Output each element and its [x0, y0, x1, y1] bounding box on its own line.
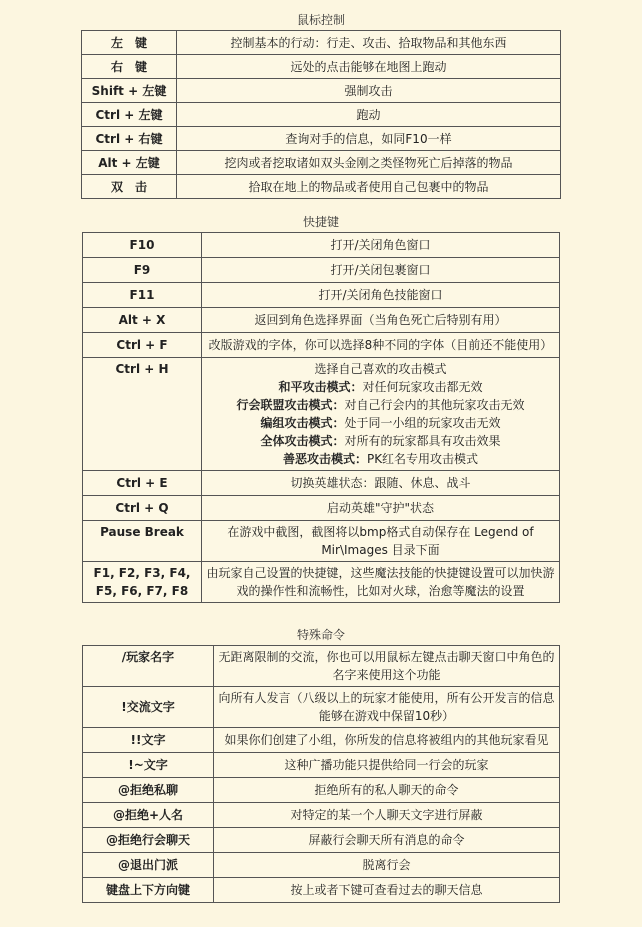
table-row — [82, 103, 561, 127]
table-row — [82, 151, 561, 175]
table-row — [83, 803, 560, 828]
table-row — [83, 562, 560, 603]
table-row — [83, 233, 560, 258]
attack-mode-name: 行会联盟攻击模式： — [236, 398, 345, 412]
special-commands-section-title: 特殊命令 — [296, 628, 345, 642]
table-row — [82, 79, 561, 103]
key-cell: @拒绝+人名 — [83, 803, 214, 828]
desc-cell: 打开/关闭包裹窗口 — [202, 258, 560, 283]
key-cell: F9 — [83, 258, 202, 283]
key-cell: Ctrl + E — [83, 471, 202, 496]
key-cell: F10 — [83, 233, 202, 258]
key-cell: !交流文字 — [83, 687, 214, 728]
desc-cell: 脱离行会 — [214, 853, 560, 878]
table-row — [83, 753, 560, 778]
attack-mode-text: 对自己行会内的其他玩家攻击无效 — [344, 398, 525, 412]
table-row — [83, 333, 560, 358]
key-cell: Ctrl + H — [83, 358, 202, 471]
table-row — [83, 853, 560, 878]
desc-cell: 返回到角色选择界面（当角色死亡后特别有用） — [202, 308, 560, 333]
desc-cell: 按上或者下键可查看过去的聊天信息 — [214, 878, 560, 903]
attack-mode-text: PK红名专用攻击模式 — [366, 452, 479, 466]
key-cell: !~文字 — [83, 753, 214, 778]
attack-mode-text: 对所有的玩家都具有攻击效果 — [344, 434, 501, 448]
attack-mode-name: 全体攻击模式： — [260, 434, 345, 448]
desc-cell: 屏蔽行会聊天所有消息的命令 — [214, 828, 560, 853]
table-row — [82, 127, 561, 151]
key-cell: @拒绝私聊 — [83, 778, 214, 803]
desc-cell: 挖肉或者挖取诸如双头金刚之类怪物死亡后掉落的物品 — [177, 151, 561, 175]
desc-cell: 如果你们创建了小组，你所发的信息将被组内的其他玩家看见 — [214, 728, 560, 753]
hotkeys-section-title: 快捷键 — [302, 215, 339, 229]
desc-cell: 这种广播功能只提供给同一行会的玩家 — [214, 753, 560, 778]
desc-cell: 跑动 — [177, 103, 561, 127]
desc-cell: 切换英雄状态：跟随、休息、战斗 — [202, 471, 560, 496]
attack-mode-line — [206, 414, 555, 432]
desc-cell: 启动英雄"守护"状态 — [202, 496, 560, 521]
desc-cell: 强制攻击 — [177, 79, 561, 103]
key-cell: Ctrl + 左键 — [82, 103, 177, 127]
key-cell: @退出门派 — [83, 853, 214, 878]
table-row — [83, 828, 560, 853]
table-row — [83, 778, 560, 803]
table-row — [83, 283, 560, 308]
key-cell: Alt + X — [83, 308, 202, 333]
key-cell: 键盘上下方向键 — [83, 878, 214, 903]
desc-cell: 改版游戏的字体，你可以选择8种不同的字体（目前还不能使用） — [202, 333, 560, 358]
key-cell: F11 — [83, 283, 202, 308]
desc-cell: 拒绝所有的私人聊天的命令 — [214, 778, 560, 803]
key-cell: Ctrl + F — [83, 333, 202, 358]
desc-cell: 由玩家自己设置的快捷键，这些魔法技能的快捷键设置可以加快游戏的操作性和流畅性，比如对火球，治愈等魔法的设置 — [202, 562, 560, 603]
table-row — [83, 878, 560, 903]
table-row — [83, 521, 560, 562]
hotkeys-table — [82, 232, 560, 603]
desc-cell: 打开/关闭角色技能窗口 — [202, 283, 560, 308]
key-cell: 右 键 — [82, 55, 177, 79]
attack-mode-line — [206, 450, 555, 468]
mouse-section-title: 鼠标控制 — [296, 13, 345, 27]
key-cell: Shift + 左键 — [82, 79, 177, 103]
key-cell: Ctrl + 右键 — [82, 127, 177, 151]
table-row — [82, 175, 561, 199]
key-cell: Pause Break — [83, 521, 202, 562]
desc-cell: 打开/关闭角色窗口 — [202, 233, 560, 258]
attack-mode-text: 对任何玩家攻击都无效 — [362, 380, 483, 394]
key-cell: F1, F2, F3, F4, F5, F6, F7, F8 — [83, 562, 202, 603]
special-commands-table — [82, 645, 560, 903]
table-row — [83, 496, 560, 521]
table-row — [83, 308, 560, 333]
key-cell: /玩家名字 — [83, 646, 214, 687]
desc-cell — [202, 358, 560, 471]
table-row — [83, 358, 560, 471]
attack-mode-name: 善恶攻击模式： — [282, 452, 367, 466]
key-cell: !!文字 — [83, 728, 214, 753]
attack-mode-text: 处于同一小组的玩家攻击无效 — [344, 416, 501, 430]
mouse-controls-table — [81, 30, 561, 199]
key-cell: 双 击 — [82, 175, 177, 199]
key-cell: Ctrl + Q — [83, 496, 202, 521]
key-cell: Alt + 左键 — [82, 151, 177, 175]
desc-cell: 拾取在地上的物品或者使用自己包裹中的物品 — [177, 175, 561, 199]
attack-mode-intro: 选择自己喜欢的攻击模式 — [314, 362, 447, 376]
table-row — [83, 258, 560, 283]
key-cell: 左 键 — [82, 31, 177, 55]
table-row — [82, 31, 561, 55]
desc-cell: 查询对手的信息，如同F10一样 — [177, 127, 561, 151]
attack-mode-name: 和平攻击模式： — [278, 380, 363, 394]
desc-cell: 控制基本的行动：行走、攻击、拾取物品和其他东西 — [177, 31, 561, 55]
desc-cell: 对特定的某一个人聊天文字进行屏蔽 — [214, 803, 560, 828]
desc-cell: 远处的点击能够在地图上跑动 — [177, 55, 561, 79]
table-row — [82, 55, 561, 79]
desc-cell: 在游戏中截图，截图将以bmp格式自动保存在 Legend of Mir\Images 目录下面 — [202, 521, 560, 562]
table-row — [83, 728, 560, 753]
desc-cell: 无距离限制的交流，你也可以用鼠标左键点击聊天窗口中角色的名字来使用这个功能 — [214, 646, 560, 687]
table-row — [83, 687, 560, 728]
attack-mode-name: 编组攻击模式： — [260, 416, 345, 430]
desc-cell: 向所有人发言（八级以上的玩家才能使用，所有公开发言的信息能够在游戏中保留10秒） — [214, 687, 560, 728]
attack-mode-line — [206, 396, 555, 414]
table-row — [83, 471, 560, 496]
table-row — [83, 646, 560, 687]
attack-mode-line — [206, 432, 555, 450]
key-cell: @拒绝行会聊天 — [83, 828, 214, 853]
attack-mode-line — [206, 378, 555, 396]
